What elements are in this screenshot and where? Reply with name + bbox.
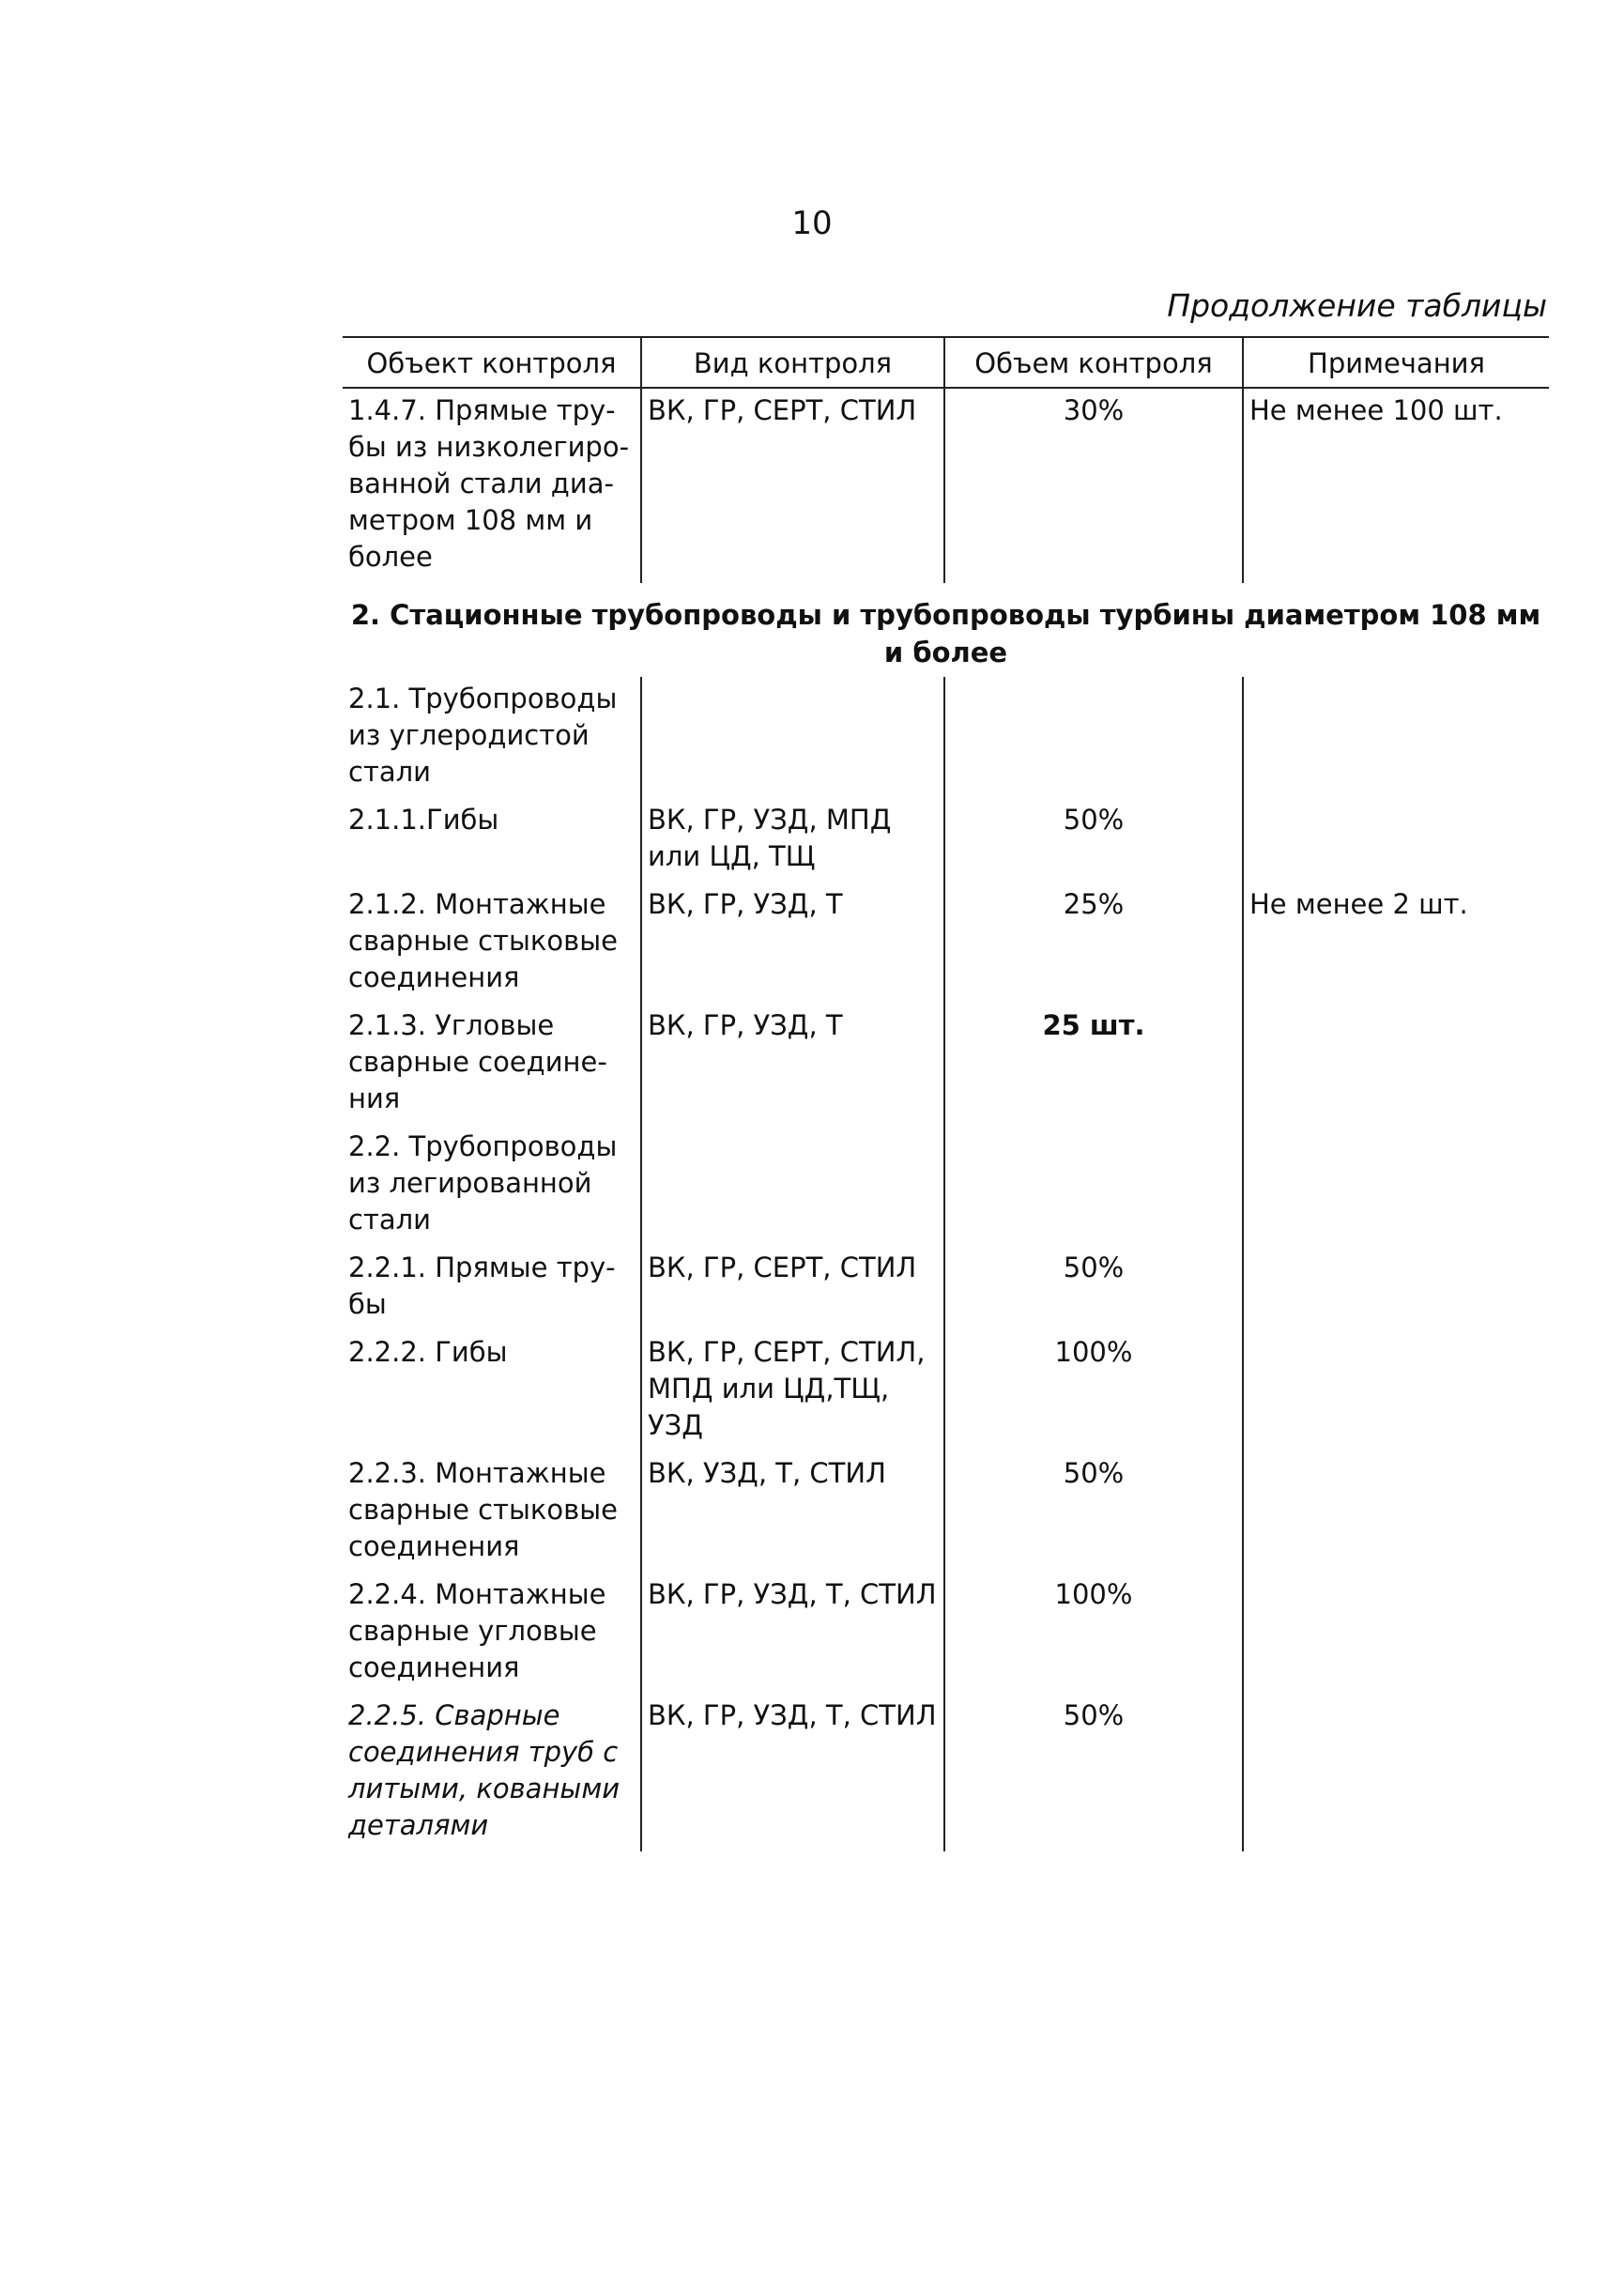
- table-continuation-label: Продолжение таблицы: [1167, 287, 1547, 324]
- table-row: [343, 1246, 1549, 1330]
- cell-control: [641, 1125, 944, 1246]
- cell-control: ВК, ГР, СЕРТ, СТИЛ: [641, 1246, 944, 1330]
- table-header-row: [343, 337, 1549, 388]
- cell-note: [1243, 1694, 1549, 1851]
- control-table-container: [343, 336, 1549, 1851]
- cell-volume: 25%: [944, 883, 1243, 1004]
- table-row: [343, 1330, 1549, 1451]
- cell-note: Не менее 2 шт.: [1243, 883, 1549, 1004]
- section-heading: 2. Стационные трубопроводы и трубопроводы турбины диаметром 108 мм и более: [350, 599, 1541, 668]
- cell-volume: 50%: [944, 1246, 1243, 1330]
- cell-volume: 50%: [944, 798, 1243, 883]
- cell-volume: 50%: [944, 1451, 1243, 1573]
- cell-object: 1.4.7. Прямые тру-бы из низколегиро-ванной стали диа-метром 108 мм и более: [348, 394, 630, 573]
- cell-object: 2.2.4. Монтажные сварные угловые соединения: [348, 1578, 606, 1683]
- cell-note: [1243, 1246, 1549, 1330]
- cell-object: 2.1.2. Монтажные сварные стыковые соединения: [348, 888, 618, 993]
- cell-control: ВК, ГР, СЕРТ, СТИЛ, МПД или ЦД,ТЩ, УЗД: [641, 1330, 944, 1451]
- cell-control: [641, 677, 944, 798]
- cell-note: [1243, 1125, 1549, 1246]
- header-object: Объект контроля: [343, 337, 641, 388]
- cell-volume: 100%: [944, 1573, 1243, 1694]
- cell-note: [1243, 1004, 1549, 1125]
- table-row: [343, 883, 1549, 1004]
- cell-volume: 30%: [944, 388, 1243, 583]
- cell-control: ВК, ГР, СЕРТ, СТИЛ: [641, 388, 944, 583]
- cell-volume: [944, 1125, 1243, 1246]
- cell-object: 2.2. Трубопроводы из легированной стали: [348, 1130, 618, 1236]
- table-row: [343, 388, 1549, 583]
- table-row: [343, 1573, 1549, 1694]
- cell-control: ВК, ГР, УЗД, Т: [641, 1004, 944, 1125]
- section-heading-row: [343, 583, 1549, 677]
- control-table: [343, 336, 1549, 1851]
- cell-object: 2.2.1. Прямые тру-бы: [348, 1251, 616, 1320]
- cell-control: ВК, ГР, УЗД, МПД или ЦД, ТЩ: [641, 798, 944, 883]
- cell-object: 2.2.3. Монтажные сварные стыковые соединения: [348, 1457, 618, 1562]
- cell-object: 2.1.1.Гибы: [348, 804, 499, 836]
- cell-volume: 100%: [944, 1330, 1243, 1451]
- cell-object: 2.2.2. Гибы: [348, 1336, 508, 1368]
- cell-object: 2.1.3. Угловые сварные соедине-ния: [348, 1009, 607, 1114]
- table-row: [343, 1694, 1549, 1851]
- table-row: [343, 798, 1549, 883]
- cell-volume: 50%: [944, 1694, 1243, 1851]
- cell-object: 2.1. Трубопроводы из углеродистой стали: [348, 683, 618, 788]
- table-row: [343, 677, 1549, 798]
- cell-volume: 25 шт.: [944, 1004, 1243, 1125]
- cell-control: ВК, УЗД, Т, СТИЛ: [641, 1451, 944, 1573]
- cell-note: [1243, 1451, 1549, 1573]
- cell-control: ВК, ГР, УЗД, Т, СТИЛ: [641, 1573, 944, 1694]
- cell-note: Не менее 100 шт.: [1243, 388, 1549, 583]
- header-notes: Примечания: [1243, 337, 1549, 388]
- header-control-volume: Объем контроля: [944, 337, 1243, 388]
- table-row: [343, 1451, 1549, 1573]
- table-row: [343, 1125, 1549, 1246]
- header-control-type: Вид контроля: [641, 337, 944, 388]
- table-row: [343, 1004, 1549, 1125]
- page-number: 10: [791, 205, 833, 242]
- cell-note: [1243, 1573, 1549, 1694]
- cell-note: [1243, 1330, 1549, 1451]
- cell-note: [1243, 798, 1549, 883]
- cell-volume: [944, 677, 1243, 798]
- cell-note: [1243, 677, 1549, 798]
- cell-object: 2.2.5. Сварные соединения труб с литыми, коваными деталями: [348, 1699, 620, 1841]
- cell-control: ВК, ГР, УЗД, Т, СТИЛ: [641, 1694, 944, 1851]
- cell-control: ВК, ГР, УЗД, Т: [641, 883, 944, 1004]
